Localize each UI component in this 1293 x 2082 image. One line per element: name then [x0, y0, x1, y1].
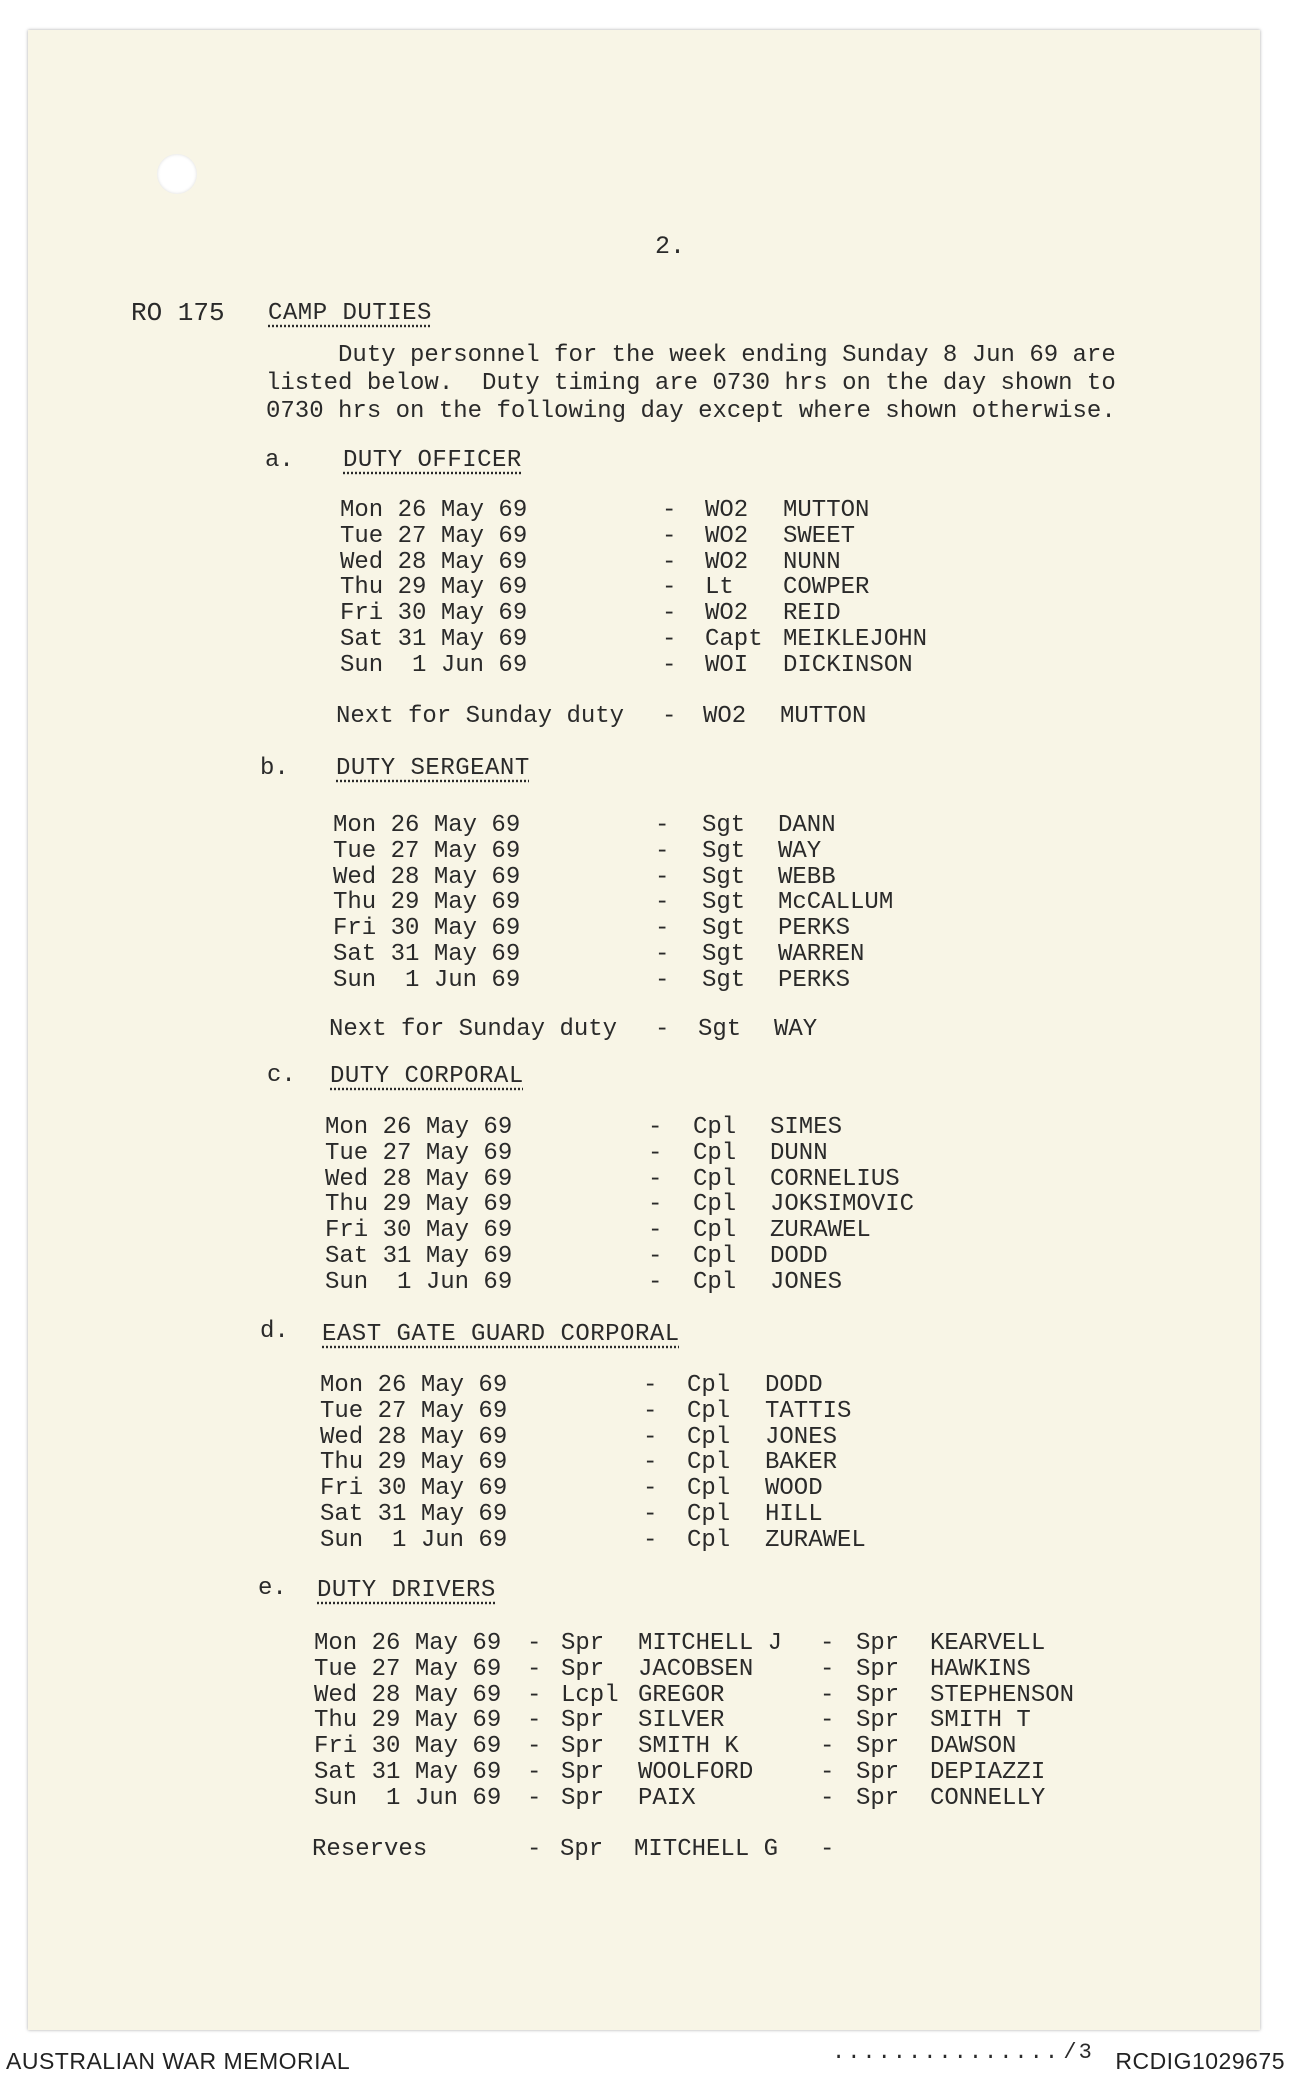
rank: Cpl — [693, 1217, 737, 1245]
intro-line: listed below. Duty timing are 0730 hrs on the day shown to — [266, 370, 1116, 397]
rank: WO2 — [705, 522, 749, 550]
person-name: MEIKLEJOHN — [783, 626, 928, 653]
rank: WO2 — [703, 703, 747, 730]
person-name: DAWSON — [930, 1733, 1017, 1761]
person-name: MUTTON — [783, 497, 870, 524]
rank: Sgt — [702, 941, 746, 968]
section-heading: DUTY CORPORAL — [330, 1063, 524, 1090]
person-name: KEARVELL — [930, 1630, 1046, 1657]
separator-dash: - — [820, 1630, 835, 1657]
driver-row — [0, 1733, 1293, 1761]
separator-dash: - — [655, 1016, 670, 1043]
duty-date: Sun 1 Jun 69 — [325, 1268, 513, 1296]
person-name: MITCHELL G — [634, 1836, 779, 1863]
duty-date: Tue 27 May 69 — [314, 1655, 502, 1683]
driver-row — [0, 1656, 1293, 1684]
duty-date: Mon 26 May 69 — [314, 1630, 502, 1657]
duty-date: Tue 27 May 69 — [333, 837, 521, 865]
person-name: GREGOR — [638, 1681, 725, 1709]
rank: Sgt — [702, 889, 746, 917]
duty-date: Wed 28 May 69 — [314, 1681, 502, 1709]
rank: Spr — [856, 1707, 900, 1735]
roster-row — [0, 549, 1293, 577]
separator-dash: - — [527, 1655, 542, 1683]
rank: Cpl — [687, 1501, 731, 1528]
reserves-label: Reserves — [312, 1836, 428, 1863]
person-name: HILL — [765, 1501, 823, 1528]
rank: Spr — [560, 1836, 604, 1863]
person-name: SIMES — [770, 1114, 843, 1141]
roster-row — [0, 1475, 1293, 1503]
duty-date: Thu 29 May 69 — [314, 1707, 502, 1735]
page-number: 2. — [655, 232, 686, 261]
separator-dash: - — [643, 1526, 658, 1554]
person-name: MUTTON — [780, 703, 867, 730]
person-name: BAKER — [765, 1449, 838, 1477]
rank: Sgt — [702, 966, 746, 994]
rank: Lt — [705, 574, 734, 602]
separator-dash: - — [527, 1681, 542, 1709]
person-name: DUNN — [770, 1139, 828, 1167]
rank: Sgt — [702, 863, 746, 891]
duty-date: Sat 31 May 69 — [333, 941, 521, 968]
rank: Sgt — [702, 812, 746, 839]
separator-dash: - — [648, 1114, 663, 1141]
separator-dash: - — [643, 1397, 658, 1425]
rank: Spr — [856, 1759, 900, 1786]
rank: Cpl — [687, 1475, 731, 1503]
person-name: DODD — [770, 1243, 828, 1270]
person-name: DANN — [778, 812, 836, 839]
rank: Spr — [561, 1655, 605, 1683]
separator-dash: - — [527, 1707, 542, 1735]
person-name: WAY — [774, 1016, 818, 1043]
duty-date: Fri 30 May 69 — [314, 1733, 502, 1761]
separator-dash: - — [527, 1630, 542, 1657]
person-name: WAY — [778, 837, 822, 865]
driver-row — [0, 1785, 1293, 1813]
duty-date: Sun 1 Jun 69 — [314, 1784, 502, 1812]
person-name: DEPIAZZI — [930, 1759, 1046, 1786]
driver-row — [0, 1707, 1293, 1735]
rank: Lcpl — [561, 1681, 619, 1709]
next-sunday-label: Next for Sunday duty — [336, 703, 625, 730]
roster-row — [0, 1398, 1293, 1426]
separator-dash: - — [643, 1501, 658, 1528]
separator-dash: - — [820, 1836, 835, 1863]
punch-hole — [157, 154, 197, 194]
next-sunday-row — [0, 703, 1293, 731]
duty-date: Sun 1 Jun 69 — [333, 966, 521, 994]
rank: Cpl — [693, 1191, 737, 1219]
separator-dash: - — [655, 812, 670, 839]
separator-dash: - — [662, 497, 677, 524]
separator-dash: - — [662, 703, 677, 730]
separator-dash: - — [655, 941, 670, 968]
rank: Capt — [705, 626, 763, 653]
duty-date: Fri 30 May 69 — [320, 1475, 508, 1503]
separator-dash: - — [655, 915, 670, 943]
separator-dash: - — [820, 1655, 835, 1683]
person-name: JOKSIMOVIC — [770, 1191, 915, 1219]
person-name: DODD — [765, 1372, 823, 1399]
person-name: COWPER — [783, 574, 870, 602]
separator-dash: - — [648, 1139, 663, 1167]
separator-dash: - — [662, 626, 677, 653]
separator-dash: - — [527, 1733, 542, 1761]
person-name: PERKS — [778, 966, 851, 994]
person-name: JACOBSEN — [638, 1655, 754, 1683]
rank: Spr — [561, 1707, 605, 1735]
routine-order-number: RO 175 — [131, 298, 225, 328]
duty-date: Fri 30 May 69 — [325, 1217, 513, 1245]
separator-dash: - — [648, 1191, 663, 1219]
intro-line: Duty personnel for the week ending Sunday 8 Jun 69 are — [266, 342, 1116, 369]
separator-dash: - — [820, 1784, 835, 1812]
roster-row — [0, 1449, 1293, 1477]
roster-row — [0, 941, 1293, 969]
person-name: NUNN — [783, 548, 841, 576]
duty-date: Wed 28 May 69 — [320, 1423, 508, 1451]
duty-date: Sat 31 May 69 — [320, 1501, 508, 1528]
rank: Spr — [856, 1784, 900, 1812]
person-name: JONES — [770, 1268, 843, 1296]
next-sunday-label: Next for Sunday duty — [329, 1016, 618, 1043]
person-name: SMITH K — [638, 1733, 739, 1761]
duty-date: Mon 26 May 69 — [333, 812, 521, 839]
separator-dash: - — [662, 548, 677, 576]
person-name: JONES — [765, 1423, 838, 1451]
duty-date: Tue 27 May 69 — [320, 1397, 508, 1425]
person-name: MITCHELL J — [638, 1630, 783, 1657]
separator-dash: - — [820, 1681, 835, 1709]
section-heading: DUTY DRIVERS — [317, 1577, 496, 1604]
section-heading: EAST GATE GUARD CORPORAL — [322, 1321, 680, 1348]
person-name: REID — [783, 600, 841, 628]
roster-row — [0, 523, 1293, 551]
duty-date: Wed 28 May 69 — [340, 548, 528, 576]
separator-dash: - — [648, 1165, 663, 1193]
rank: Cpl — [687, 1423, 731, 1451]
duty-date: Fri 30 May 69 — [333, 915, 521, 943]
section-letter: e. — [258, 1575, 287, 1602]
separator-dash: - — [643, 1475, 658, 1503]
roster-row — [0, 1140, 1293, 1168]
roster-row — [0, 838, 1293, 866]
continuation-marker: ............... /3 — [832, 2040, 1094, 2065]
person-name: WEBB — [778, 863, 836, 891]
roster-row — [0, 1269, 1293, 1297]
duty-date: Sat 31 May 69 — [314, 1759, 502, 1786]
duty-date: Thu 29 May 69 — [320, 1449, 508, 1477]
intro-paragraph — [266, 342, 1176, 426]
roster-row — [0, 574, 1293, 602]
duty-date: Tue 27 May 69 — [325, 1139, 513, 1167]
rank: Cpl — [687, 1397, 731, 1425]
separator-dash: - — [655, 837, 670, 865]
rank: WO2 — [705, 548, 749, 576]
rank: Sgt — [698, 1016, 742, 1043]
rank: Spr — [856, 1630, 900, 1657]
duty-date: Tue 27 May 69 — [340, 522, 528, 550]
separator-dash: - — [662, 522, 677, 550]
roster-row — [0, 497, 1293, 525]
rank: Cpl — [687, 1526, 731, 1554]
rank: Cpl — [693, 1243, 737, 1270]
separator-dash: - — [527, 1836, 542, 1863]
section-letter: b. — [260, 755, 289, 782]
roster-row — [0, 1114, 1293, 1142]
separator-dash: - — [662, 651, 677, 679]
section-heading: DUTY OFFICER — [343, 447, 522, 474]
rank: Spr — [856, 1655, 900, 1683]
separator-dash: - — [662, 600, 677, 628]
roster-row — [0, 1243, 1293, 1271]
duty-date: Sun 1 Jun 69 — [340, 651, 528, 679]
section-letter: c. — [267, 1062, 296, 1089]
rank: Cpl — [687, 1372, 731, 1399]
intro-line: 0730 hrs on the following day except where shown otherwise. — [266, 398, 1116, 425]
person-name: ZURAWEL — [770, 1217, 871, 1245]
driver-row — [0, 1759, 1293, 1787]
duty-date: Sat 31 May 69 — [340, 626, 528, 653]
roster-row — [0, 652, 1293, 680]
next-sunday-row — [0, 1016, 1293, 1044]
duty-date: Wed 28 May 69 — [333, 863, 521, 891]
separator-dash: - — [820, 1733, 835, 1761]
footer-archive-id: RCDIG1029675 — [1115, 2048, 1285, 2074]
person-name: CORNELIUS — [770, 1165, 900, 1193]
roster-row — [0, 967, 1293, 995]
roster-row — [0, 600, 1293, 628]
separator-dash: - — [527, 1784, 542, 1812]
separator-dash: - — [655, 863, 670, 891]
roster-row — [0, 1424, 1293, 1452]
duty-date: Mon 26 May 69 — [340, 497, 528, 524]
roster-row — [0, 1372, 1293, 1400]
person-name: SILVER — [638, 1707, 725, 1735]
rank: WO2 — [705, 600, 749, 628]
separator-dash: - — [643, 1449, 658, 1477]
separator-dash: - — [648, 1217, 663, 1245]
person-name: McCALLUM — [778, 889, 894, 917]
person-name: WOOD — [765, 1475, 823, 1503]
rank: Spr — [561, 1759, 605, 1786]
separator-dash: - — [527, 1759, 542, 1786]
person-name: WOOLFORD — [638, 1759, 754, 1786]
duty-date: Mon 26 May 69 — [320, 1372, 508, 1399]
roster-row — [0, 1217, 1293, 1245]
rank: Cpl — [693, 1268, 737, 1296]
rank: Cpl — [693, 1139, 737, 1167]
person-name: SMITH T — [930, 1707, 1031, 1735]
person-name: TATTIS — [765, 1397, 852, 1425]
separator-dash: - — [643, 1423, 658, 1451]
driver-row — [0, 1682, 1293, 1710]
rank: Spr — [561, 1630, 605, 1657]
duty-date: Wed 28 May 69 — [325, 1165, 513, 1193]
roster-row — [0, 1501, 1293, 1529]
person-name: DICKINSON — [783, 651, 913, 679]
roster-row — [0, 1191, 1293, 1219]
section-heading: DUTY SERGEANT — [336, 755, 530, 782]
duty-date: Thu 29 May 69 — [333, 889, 521, 917]
duty-date: Thu 29 May 69 — [340, 574, 528, 602]
separator-dash: - — [655, 966, 670, 994]
person-name: STEPHENSON — [930, 1681, 1075, 1709]
driver-row — [0, 1630, 1293, 1658]
separator-dash: - — [648, 1268, 663, 1296]
duty-date: Sun 1 Jun 69 — [320, 1526, 508, 1554]
person-name: CONNELLY — [930, 1784, 1046, 1812]
separator-dash: - — [662, 574, 677, 602]
separator-dash: - — [648, 1243, 663, 1270]
person-name: PERKS — [778, 915, 851, 943]
rank: WOI — [705, 651, 749, 679]
rank: Cpl — [693, 1114, 737, 1141]
person-name: HAWKINS — [930, 1655, 1031, 1683]
footer-archive-name: AUSTRALIAN WAR MEMORIAL — [6, 2048, 351, 2074]
rank: WO2 — [705, 497, 749, 524]
person-name: WARREN — [778, 941, 865, 968]
roster-row — [0, 915, 1293, 943]
section-letter: d. — [260, 1318, 289, 1345]
rank: Sgt — [702, 837, 746, 865]
rank: Spr — [561, 1733, 605, 1761]
roster-row — [0, 1166, 1293, 1194]
rank: Cpl — [693, 1165, 737, 1193]
separator-dash: - — [655, 889, 670, 917]
rank: Spr — [856, 1733, 900, 1761]
roster-row — [0, 1527, 1293, 1555]
rank: Sgt — [702, 915, 746, 943]
reserves-row — [0, 1836, 1293, 1864]
duty-date: Thu 29 May 69 — [325, 1191, 513, 1219]
duty-date: Sat 31 May 69 — [325, 1243, 513, 1270]
section-letter: a. — [265, 447, 294, 474]
person-name: ZURAWEL — [765, 1526, 866, 1554]
roster-row — [0, 812, 1293, 840]
person-name: PAIX — [638, 1784, 696, 1812]
duty-date: Fri 30 May 69 — [340, 600, 528, 628]
separator-dash: - — [643, 1372, 658, 1399]
roster-row — [0, 889, 1293, 917]
separator-dash: - — [820, 1759, 835, 1786]
rank: Spr — [561, 1784, 605, 1812]
rank: Spr — [856, 1681, 900, 1709]
roster-row — [0, 864, 1293, 892]
duty-date: Mon 26 May 69 — [325, 1114, 513, 1141]
rank: Cpl — [687, 1449, 731, 1477]
roster-row — [0, 626, 1293, 654]
person-name: SWEET — [783, 522, 856, 550]
separator-dash: - — [820, 1707, 835, 1735]
section-title: CAMP DUTIES — [268, 300, 432, 327]
